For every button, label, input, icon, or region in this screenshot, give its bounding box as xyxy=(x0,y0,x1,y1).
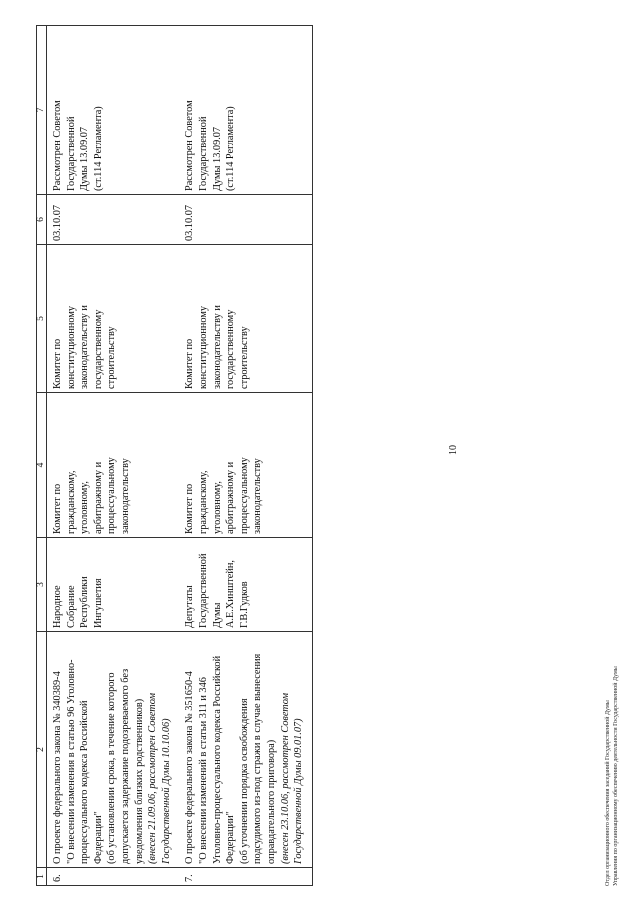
bill-title-line: (об установлении срока, в течение которого xyxy=(106,672,118,864)
row-number: 7. xyxy=(179,868,312,886)
co-committee xyxy=(47,245,180,393)
initiator-line: Государственной xyxy=(197,553,209,628)
bill-title-line: О проекте федерального закона № 351650-4 xyxy=(184,671,196,864)
bill-note-line: Государственной Думы 09.01.07) xyxy=(293,718,305,864)
initiator-line: Народное Собрание xyxy=(52,585,77,628)
page-number: 10 xyxy=(448,445,459,455)
co-committee-line: законодательству и xyxy=(211,305,223,389)
column-header: 2 xyxy=(37,632,47,868)
responsible-committee-line: Комитет по xyxy=(184,483,196,534)
review-date: 03.10.07 xyxy=(179,195,312,245)
bill-title xyxy=(47,632,180,868)
co-committee-line: строительству xyxy=(106,326,118,389)
bill-title-line: "О внесении изменения в статью 96 Уголовно- xyxy=(65,659,77,864)
bill-note-line: (внесен 23.10.06, рассмотрен Советом xyxy=(279,692,291,864)
bill-title-line: допускается задержание подозреваемого без xyxy=(119,668,131,864)
column-header: 3 xyxy=(37,538,47,632)
bill-title-line: подсудимого из-под стражи в случае вынесения xyxy=(252,653,264,864)
responsible-committee-line: уголовному, xyxy=(79,481,91,534)
bill-title-line: Уголовно-процессуального кодекса Российской xyxy=(211,655,223,864)
initiator xyxy=(47,538,180,632)
column-header: 5 xyxy=(37,245,47,393)
responsible-committee xyxy=(47,393,180,538)
responsible-committee-line: законодательству xyxy=(252,458,264,534)
column-header: 6 xyxy=(37,195,47,245)
initiator-line: А.Е.Хинштейн, xyxy=(225,560,237,628)
co-committee-line: конституционному xyxy=(197,305,209,389)
bill-title-line: (об уточнении порядка освобождения xyxy=(238,698,250,864)
review-date: 03.10.07 xyxy=(47,195,180,245)
result-line: (ст.114 Регламента) xyxy=(225,106,237,191)
column-header: 1 xyxy=(37,868,47,886)
responsible-committee-line: уголовному, xyxy=(211,481,223,534)
bill-title xyxy=(179,632,312,868)
bill-title-line: оправдательного приговора) xyxy=(265,739,277,864)
result-line: Рассмотрен Советом xyxy=(52,100,63,191)
responsible-committee-line: гражданскому, xyxy=(197,470,209,534)
bill-title-line: уведомления близких родственников) xyxy=(133,698,145,864)
initiator-line: Республики xyxy=(79,576,91,628)
result-line: Рассмотрен Советом xyxy=(184,100,196,191)
footer-line: Отдел организационного обеспечения заседаний Государственной Думы xyxy=(605,700,611,886)
bill-title-line: Федерации" xyxy=(225,811,237,864)
responsible-committee-line: гражданскому, xyxy=(65,470,77,534)
co-committee-line: конституционному xyxy=(65,305,77,389)
initiator-line: Депутаты xyxy=(184,585,196,628)
responsible-committee-line: процессуальному xyxy=(106,457,118,534)
co-committee-line: строительству xyxy=(238,326,250,389)
responsible-committee xyxy=(179,393,312,538)
bill-title-line: процессуального кодекса Российской xyxy=(79,700,91,864)
bill-title-line: Федерации" xyxy=(92,811,104,864)
footer-line: Управления по организационному обеспечению деятельности Государственной Думы xyxy=(613,666,619,886)
bill-title-line: О проекте федерального закона № 340389-4 xyxy=(52,671,63,864)
row-number: 6. xyxy=(47,868,180,886)
bill-title-line: "О внесении изменений в статьи 311 и 346 xyxy=(197,677,209,864)
responsible-committee-line: арбитражному и xyxy=(92,461,104,534)
table-header-row xyxy=(37,26,47,886)
initiator xyxy=(179,538,312,632)
column-header: 7 xyxy=(37,26,47,195)
bills-table xyxy=(36,25,313,886)
result xyxy=(47,26,180,195)
co-committee-line: законодательству и xyxy=(79,305,91,389)
co-committee xyxy=(179,245,312,393)
result-line: (ст.114 Регламента) xyxy=(92,106,104,191)
initiator-line: Г.В.Гудков xyxy=(238,581,250,628)
initiator-line: Ингушетия xyxy=(92,578,104,628)
co-committee-line: государственному xyxy=(92,309,104,389)
responsible-committee-line: арбитражному и xyxy=(225,461,237,534)
table-row xyxy=(47,26,180,886)
co-committee-line: государственному xyxy=(225,309,237,389)
column-header: 4 xyxy=(37,393,47,538)
bill-note-line: (внесен 21.09.06, рассмотрен Советом xyxy=(147,692,159,864)
result-line: Думы 13.09.07 xyxy=(211,126,223,191)
result xyxy=(179,26,312,195)
result-line: Государственной xyxy=(197,116,209,191)
footer xyxy=(604,666,620,886)
responsible-committee-line: Комитет по xyxy=(52,483,63,534)
responsible-committee-line: законодательству xyxy=(119,458,131,534)
bill-note-line: Государственной Думы 10.10.06) xyxy=(160,718,172,864)
result-line: Государственной xyxy=(65,116,77,191)
co-committee-line: Комитет по xyxy=(184,338,196,389)
initiator-line: Думы xyxy=(211,602,223,628)
table-row xyxy=(179,26,312,886)
co-committee-line: Комитет по xyxy=(52,338,63,389)
result-line: Думы 13.09.07 xyxy=(79,126,91,191)
responsible-committee-line: процессуальному xyxy=(238,457,250,534)
